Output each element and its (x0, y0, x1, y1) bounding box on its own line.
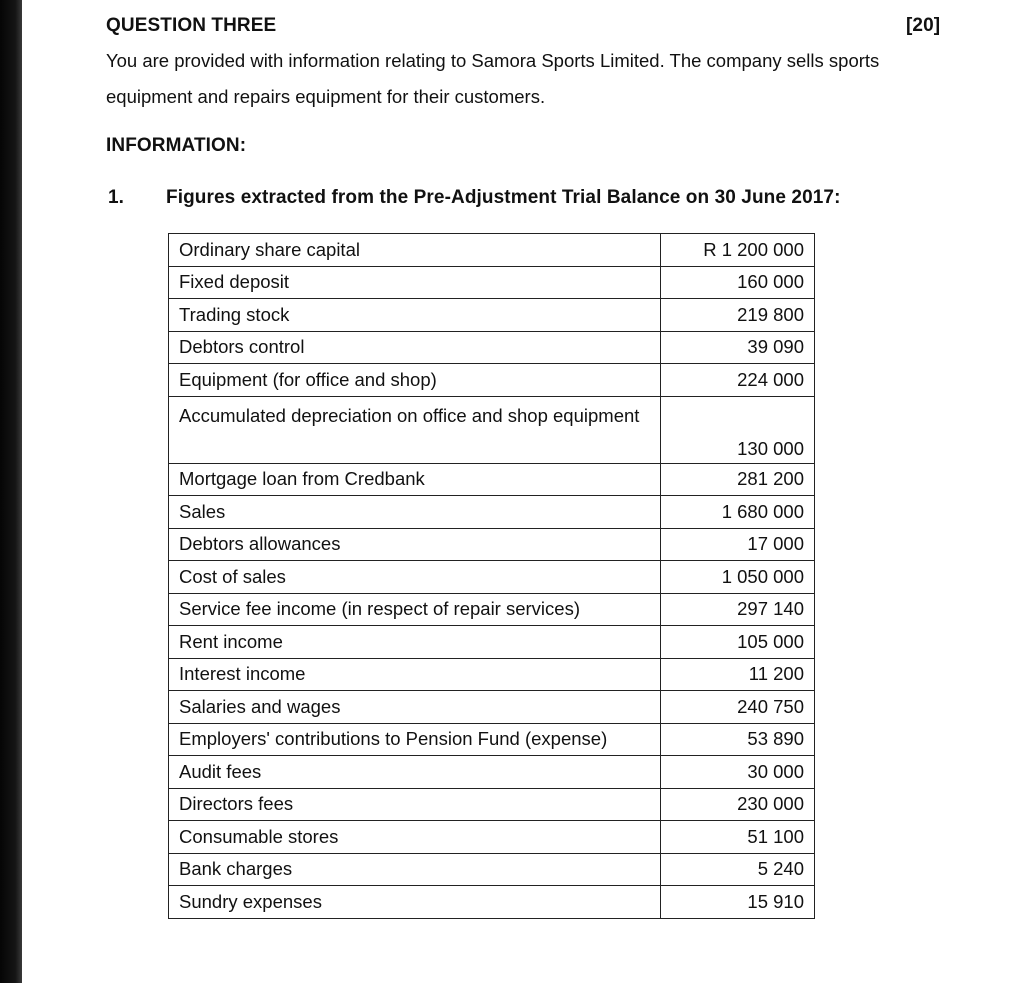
account-amount: 297 140 (661, 593, 815, 626)
account-name: Accumulated depreciation on office and shop equipment (169, 396, 661, 463)
table-row (169, 691, 815, 724)
account-amount: 130 000 (661, 396, 815, 463)
table-row (169, 364, 815, 397)
table-row (169, 886, 815, 919)
account-name: Rent income (169, 626, 661, 659)
information-heading: INFORMATION: (106, 135, 247, 156)
table-row (169, 496, 815, 529)
account-amount: 1 050 000 (661, 561, 815, 594)
account-name: Trading stock (169, 299, 661, 332)
table-row (169, 756, 815, 789)
account-name: Cost of sales (169, 561, 661, 594)
account-name: Employers' contributions to Pension Fund (expense) (169, 723, 661, 756)
table-row (169, 463, 815, 496)
account-name: Mortgage loan from Credbank (169, 463, 661, 496)
account-name: Debtors control (169, 331, 661, 364)
account-name: Equipment (for office and shop) (169, 364, 661, 397)
table-row (169, 788, 815, 821)
question-marks: [20] (906, 15, 941, 36)
table-row (169, 821, 815, 854)
table-row (169, 626, 815, 659)
account-amount: 230 000 (661, 788, 815, 821)
table-row (169, 299, 815, 332)
account-amount: 15 910 (661, 886, 815, 919)
item-number: 1. (108, 187, 125, 208)
account-amount: 11 200 (661, 658, 815, 691)
account-name: Directors fees (169, 788, 661, 821)
table-row (169, 528, 815, 561)
account-name: Sundry expenses (169, 886, 661, 919)
account-amount: 219 800 (661, 299, 815, 332)
table-row (169, 593, 815, 626)
account-amount: 105 000 (661, 626, 815, 659)
item-title: Figures extracted from the Pre-Adjustment Trial Balance on 30 June 2017: (166, 187, 841, 208)
account-name: Service fee income (in respect of repair services) (169, 593, 661, 626)
account-amount: 160 000 (661, 266, 815, 299)
account-name: Audit fees (169, 756, 661, 789)
account-name: Debtors allowances (169, 528, 661, 561)
account-name: Ordinary share capital (169, 234, 661, 267)
account-amount: 30 000 (661, 756, 815, 789)
table-row (169, 723, 815, 756)
account-name: Consumable stores (169, 821, 661, 854)
account-amount: 53 890 (661, 723, 815, 756)
account-name: Bank charges (169, 853, 661, 886)
table-row (169, 658, 815, 691)
account-amount: 281 200 (661, 463, 815, 496)
account-name: Fixed deposit (169, 266, 661, 299)
account-amount: 224 000 (661, 364, 815, 397)
account-amount: 17 000 (661, 528, 815, 561)
account-amount: 51 100 (661, 821, 815, 854)
table-row (169, 234, 815, 267)
table-row (169, 396, 815, 463)
question-title: QUESTION THREE (106, 15, 277, 36)
left-edge-shadow (0, 0, 22, 983)
account-amount: 1 680 000 (661, 496, 815, 529)
table-row (169, 853, 815, 886)
account-amount: R 1 200 000 (661, 234, 815, 267)
intro-text-line-1: You are provided with information relating to Samora Sports Limited. The company sells sports (106, 50, 880, 71)
account-amount: 240 750 (661, 691, 815, 724)
account-name: Sales (169, 496, 661, 529)
account-amount: 5 240 (661, 853, 815, 886)
account-amount: 39 090 (661, 331, 815, 364)
account-name: Interest income (169, 658, 661, 691)
table-row (169, 331, 815, 364)
table-row (169, 266, 815, 299)
table-row (169, 561, 815, 594)
account-name: Salaries and wages (169, 691, 661, 724)
intro-text-line-2: equipment and repairs equipment for their customers. (106, 86, 546, 107)
trial-balance-table (168, 233, 815, 919)
